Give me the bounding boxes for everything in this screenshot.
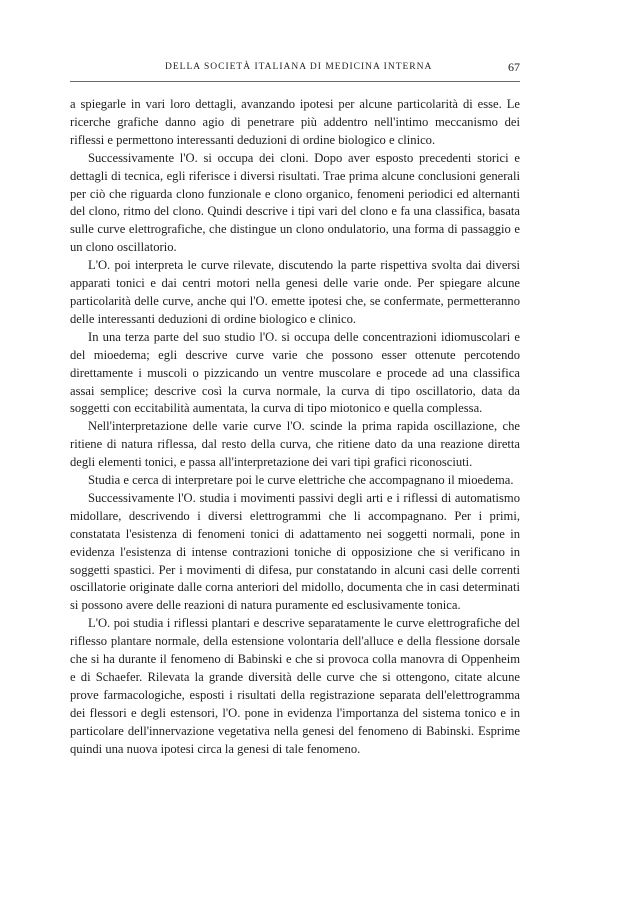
paragraph: a spiegarle in vari loro dettagli, avanzando ipotesi per alcune particolarità di esse. Le ricerche grafiche danno agio di penetrare più addentro nell'intimo meccanismo dei riflessi e permettono interessanti deduzioni di ordine biologico e clinico. [70, 97, 520, 147]
paragraph: Nell'interpretazione delle varie curve l'O. scinde la prima rapida oscillazione, che ritiene di natura riflessa, dal resto della curva, che ritiene dato da una reazione diretta degli elementi tonici, e passa all'interpretazione dei vari tipi grafici riconosciuti. [70, 419, 520, 470]
paragraph: Successivamente l'O. studia i movimenti passivi degli arti e i riflessi di automatismo midollare, descrivendo i diversi elettrogrammi che li accompagnano. Per i primi, constatata l'esistenza di fenomeni tonici di adattamento nei soggetti normali, pone in evidenza l'esistenza di intense contrazioni toniche di opposizione che si verificano in soggetti spastici. Per i movimenti di difesa, pur constatando in alcuni casi delle correnti oscillatorie originate dalle corna anteriori del midollo, documenta che in casi determinati si possono avere delle reazioni di natura puramente ed esclusivamente tonica. [70, 490, 520, 613]
paragraph: Studia e cerca di interpretare poi le curve elettriche che accompagnano il mioedema. [88, 473, 514, 488]
header-rule [70, 81, 520, 82]
page-number: 67 [508, 60, 520, 74]
paragraph: In una terza parte del suo studio l'O. si occupa delle concentrazioni idiomuscolari e del mioedema; egli descrive curve varie che possono esser ottenute percotendo direttamente i muscoli o pizzicando un ventre muscolare e procede ad una classifica assai semplice; descrive così la curva normale, la curva di tipo oscillatorio, data da soggetti con eccitabilità aumentata, la curva di tipo miotonico e quella complessa. [70, 329, 520, 416]
paragraph: Successivamente l'O. si occupa dei cloni. Dopo aver esposto precedenti storici e dettagli di tecnica, egli riferisce i diversi risultati. Trae prima alcune conclusioni generali per ciò che riguarda clono funzionale e clono organico, fenomeni periodici ed alternanti del clono, ritmo del clono. Quindi descrive i tipi vari del clono e fa una classifica, basata sulle curve elettrografiche, che distingue un clono ondulatorio, una forma di passaggio e un clono oscillatorio. [70, 150, 520, 255]
paragraph: L'O. poi interpreta le curve rilevate, discutendo la parte rispettiva svolta dai diversi apparati tonici e dai centri motori nella genesi delle varie onde. Per spiegare alcune particolarità delle curve, anche qui l'O. emette ipotesi che, se confermate, permetteranno delle interessanti deduzioni di ordine biologico e clinico. [70, 258, 520, 326]
paragraph: L'O. poi studia i riflessi plantari e descrive separatamente le curve elettrografiche del riflesso plantare normale, della estensione volontaria dell'alluce e della flessione dorsale che si ha durante il fenomeno di Babinski e che si provoca colla manovra di Oppenheim e di Schaefer. Rilevata la grande diversità delle curve che si ottengono, citate alcune prove farmacologiche, esposti i risultati della registrazione separata dell'elettrogramma dei flessori e degli estensori, l'O. pone in evidenza l'importanza del sistema tonico e in particolare dell'innervazione vegetativa nella genesi del fenomeno di Babinski. Esprime quindi una nuova ipotesi circa la genesi di tale fenomeno. [70, 616, 520, 756]
running-header-title: DELLA SOCIETÀ ITALIANA DI MEDICINA INTERNA [165, 62, 433, 72]
running-header [70, 62, 520, 78]
body-text [70, 96, 520, 759]
